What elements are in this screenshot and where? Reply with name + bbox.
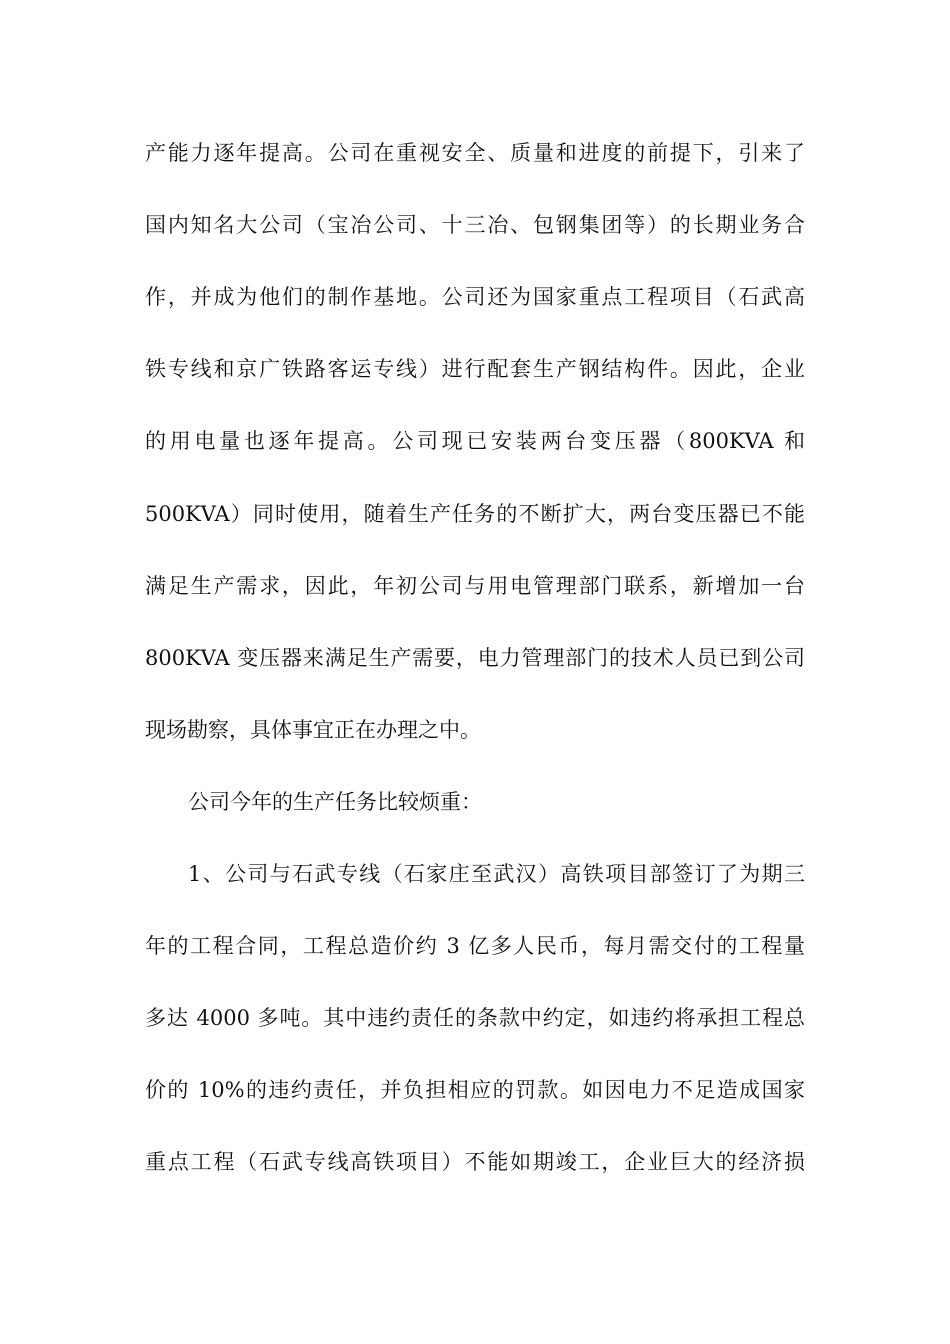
paragraph-line: 产能力逐年提高。公司在重视安全、质量和进度的前提下，引来了 [145, 141, 805, 165]
paragraph-line: 现场勘察，具体事宜正在办理之中。 [145, 718, 481, 742]
paragraph-line: 1、公司与石武专线（石家庄至武汉）高铁项目部签订了为期三 [188, 862, 805, 886]
paragraph-line: 作，并成为他们的制作基地。公司还为国家重点工程项目（石武高 [145, 285, 805, 309]
paragraph-line: 公司今年的生产任务比较烦重： [188, 790, 482, 814]
paragraph-line: 国内知名大公司（宝冶公司、十三冶、包钢集团等）的长期业务合 [145, 213, 805, 237]
paragraph-line: 满足生产需求，因此，年初公司与用电管理部门联系，新增加一台 [145, 574, 805, 598]
paragraph-line: 多达 4000 多吨。其中违约责任的条款中约定，如违约将承担工程总 [145, 1006, 805, 1030]
paragraph-line: 的用电量也逐年提高。公司现已安装两台变压器（800KVA 和 [145, 429, 805, 453]
paragraph-line: 年的工程合同，工程总造价约 3 亿多人民币，每月需交付的工程量 [145, 934, 805, 958]
paragraph-line: 铁专线和京广铁路客运专线）进行配套生产钢结构件。因此，企业 [145, 357, 805, 381]
paragraph-line: 重点工程（石武专线高铁项目）不能如期竣工，企业巨大的经济损 [145, 1150, 805, 1174]
paragraph-line: 800KVA 变压器来满足生产需要，电力管理部门的技术人员已到公司 [145, 646, 805, 670]
paragraph-line: 500KVA）同时使用，随着生产任务的不断扩大，两台变压器已不能 [145, 502, 805, 526]
paragraph-line: 价的 10%的违约责任，并负担相应的罚款。如因电力不足造成国家 [145, 1078, 805, 1102]
